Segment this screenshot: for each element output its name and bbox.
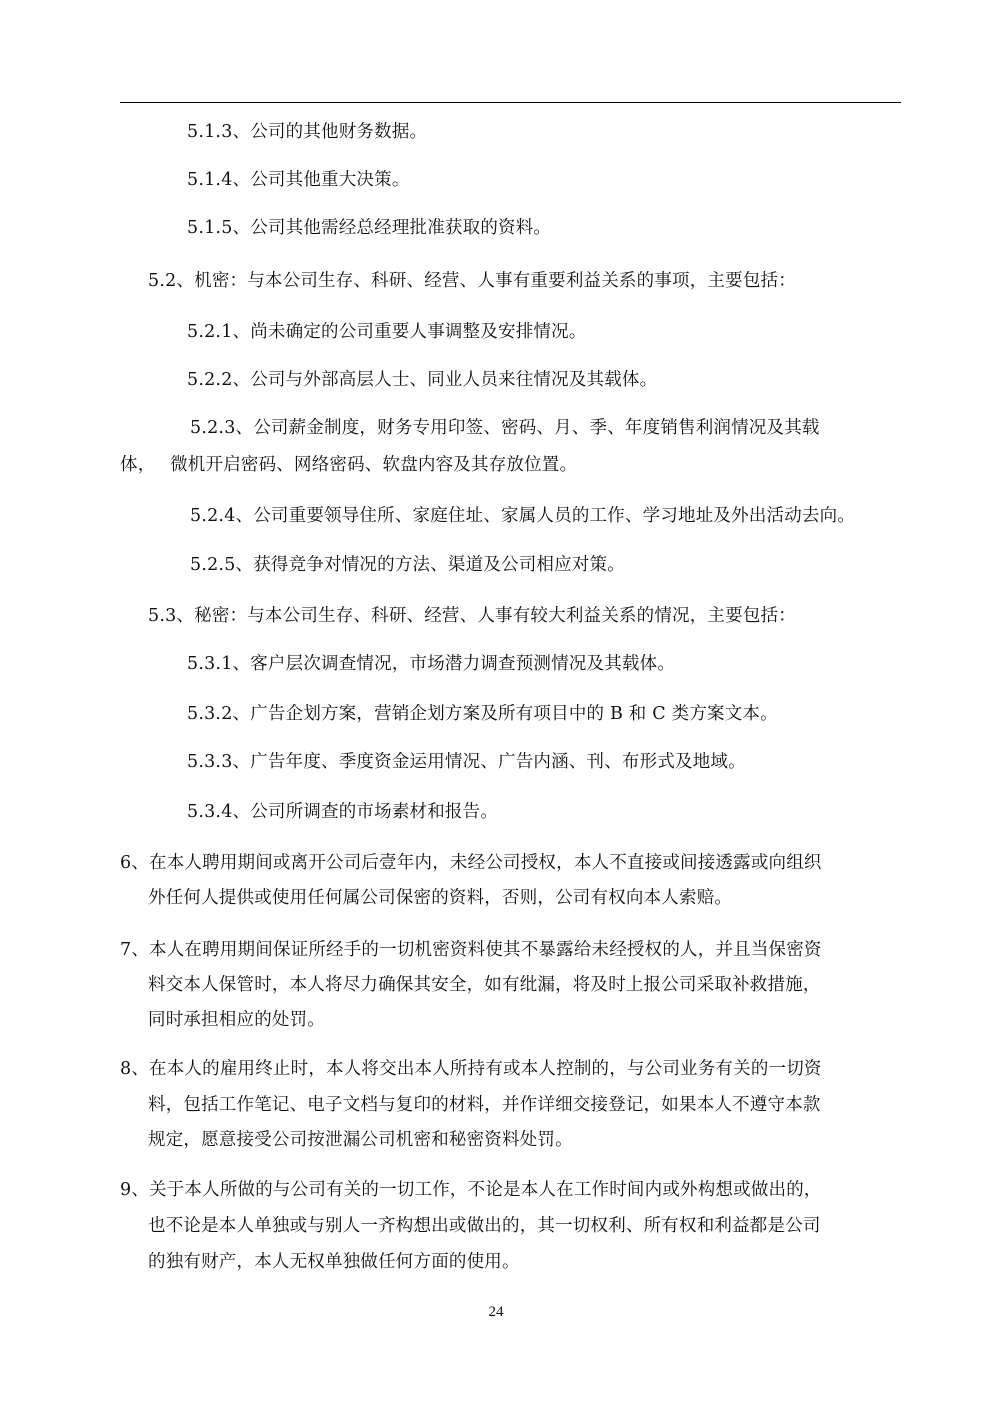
clause-5-2: 5.2、机密：与本公司生存、科研、经营、人事有重要利益关系的事项，主要包括： bbox=[148, 271, 796, 291]
clause-5-2-5: 5.2.5、获得竞争对情况的方法、渠道及公司相应对策。 bbox=[190, 555, 625, 575]
clause-8: 8、在本人的雇用终止时，本人将交出本人所持有或本人控制的，与公司业务有关的一切资 bbox=[120, 1059, 822, 1079]
clause-6: 6、在本人聘用期间或离开公司后壹年内，未经公司授权，本人不直接或间接透露或向组织 bbox=[120, 853, 822, 873]
header-rule bbox=[120, 102, 901, 103]
clause-5-3-4: 5.3.4、公司所调查的市场素材和报告。 bbox=[187, 802, 499, 822]
clause-9: 9、关于本人所做的与公司有关的一切工作，不论是本人在工作时间内或外构想或做出的， bbox=[120, 1180, 822, 1200]
clause-7-continued-1: 料交本人保管时，本人将尽力确保其安全，如有纰漏，将及时上报公司采取补救措施， bbox=[148, 975, 821, 995]
page-number: 24 bbox=[488, 1304, 504, 1320]
clause-5-1-4: 5.1.4、公司其他重大决策。 bbox=[187, 170, 410, 190]
clause-8-continued-2: 规定，愿意接受公司按泄漏公司机密和秘密资料处罚。 bbox=[148, 1130, 573, 1150]
clause-5-3-3: 5.3.3、广告年度、季度资金运用情况、广告内涵、刊、布形式及地域。 bbox=[187, 752, 746, 772]
clause-5-2-2: 5.2.2、公司与外部高层人士、同业人员来往情况及其载体。 bbox=[187, 370, 658, 390]
clause-5-1-3: 5.1.3、公司的其他财务数据。 bbox=[187, 122, 428, 142]
clause-5-2-3-continued: 体， 微机开启密码、网络密码、软盘内容及其存放位置。 bbox=[120, 455, 578, 475]
clause-5-3: 5.3、秘密：与本公司生存、科研、经营、人事有较大利益关系的情况，主要包括： bbox=[148, 606, 796, 626]
clause-5-2-4: 5.2.4、公司重要领导住所、家庭住址、家属人员的工作、学习地址及外出活动去向。 bbox=[190, 506, 856, 526]
clause-9-continued-1: 也不论是本人单独或与别人一齐构想出或做出的，其一切权利、所有权和利益都是公司 bbox=[148, 1216, 821, 1236]
clause-5-2-1: 5.2.1、尚未确定的公司重要人事调整及安排情况。 bbox=[187, 322, 587, 342]
clause-7: 7、本人在聘用期间保证所经手的一切机密资料使其不暴露给未经授权的人，并且当保密资 bbox=[120, 940, 822, 960]
clause-5-1-5: 5.1.5、公司其他需经总经理批准获取的资料。 bbox=[187, 218, 552, 238]
clause-5-2-3: 5.2.3、公司薪金制度，财务专用印签、密码、月、季、年度销售利润情况及其载 bbox=[190, 418, 820, 438]
clause-6-continued: 外任何人提供或使用任何属公司保密的资料，否则，公司有权向本人索赔。 bbox=[148, 888, 733, 908]
clause-7-continued-2: 同时承担相应的处罚。 bbox=[148, 1010, 325, 1030]
clause-5-3-1: 5.3.1、客户层次调查情况，市场潜力调查预测情况及其载体。 bbox=[187, 654, 676, 674]
clause-9-continued-2: 的独有财产，本人无权单独做任何方面的使用。 bbox=[148, 1252, 520, 1272]
clause-5-3-2: 5.3.2、广告企划方案，营销企划方案及所有项目中的 B 和 C 类方案文本。 bbox=[187, 704, 778, 724]
clause-8-continued-1: 料，包括工作笔记、电子文档与复印的材料，并作详细交接登记，如果本人不遵守本款 bbox=[148, 1095, 821, 1115]
